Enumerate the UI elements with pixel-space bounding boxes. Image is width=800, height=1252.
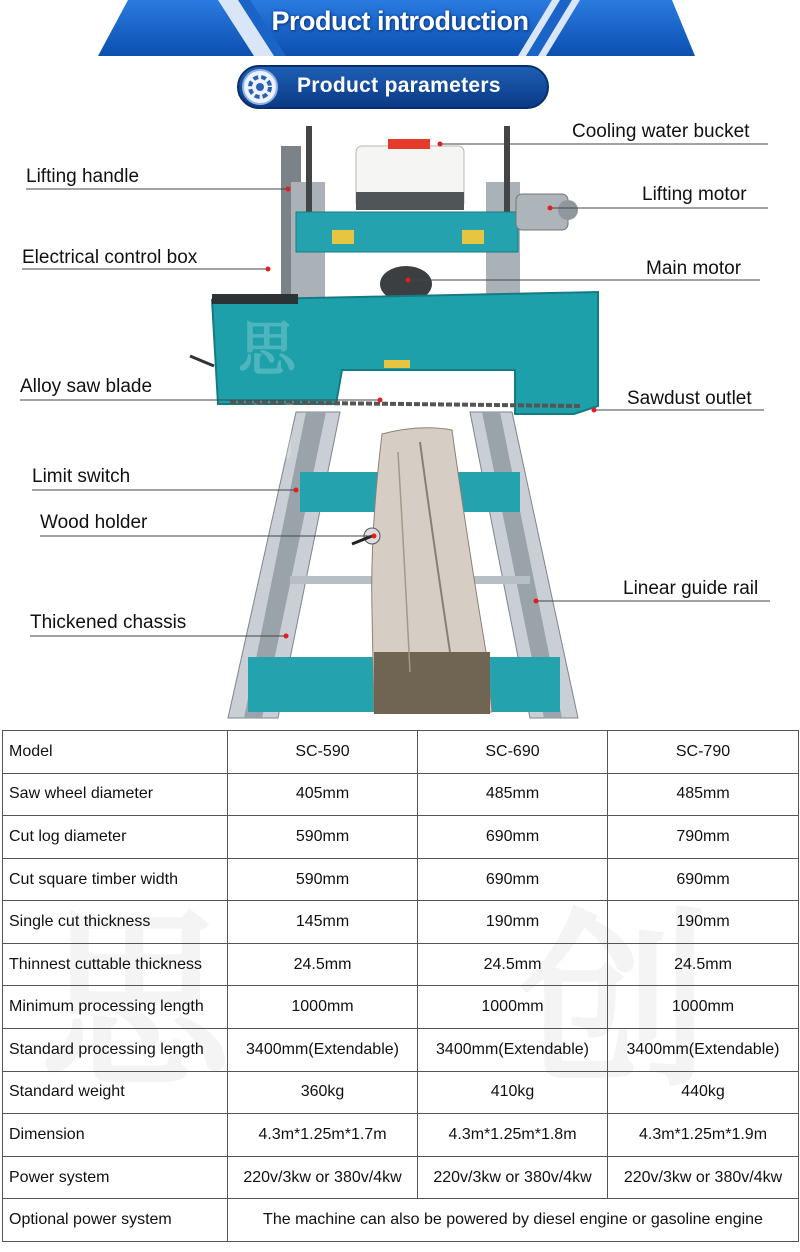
row-label: Optional power system (3, 1199, 228, 1242)
row-value: 790mm (608, 816, 799, 859)
table-row (3, 986, 799, 1029)
row-label: Minimum processing length (3, 986, 228, 1029)
callout-cooling-water-bucket: Cooling water bucket (572, 121, 750, 142)
callout-linear-guide-rail: Linear guide rail (623, 578, 759, 599)
table-row (3, 901, 799, 944)
table-row (3, 943, 799, 986)
row-value: 360kg (228, 1071, 418, 1114)
row-value: 190mm (418, 901, 608, 944)
section-pill (237, 65, 549, 109)
callout-electrical-control-box: Electrical control box (22, 247, 198, 268)
row-value: 485mm (608, 773, 799, 816)
row-value: 4.3m*1.25m*1.7m (228, 1114, 418, 1157)
row-label: Dimension (3, 1114, 228, 1157)
row-label: Cut log diameter (3, 816, 228, 859)
row-value-merged: The machine can also be powered by diesel engine or gasoline engine (228, 1199, 799, 1242)
log (372, 428, 492, 714)
callout-main-motor: Main motor (646, 258, 742, 279)
row-label: Standard processing length (3, 1029, 228, 1072)
header-cell: Model (3, 731, 228, 774)
callout-limit-switch: Limit switch (32, 466, 131, 487)
row-label: Standard weight (3, 1071, 228, 1114)
header-banner (0, 0, 800, 58)
machine-watermark: 思 创 (238, 315, 447, 467)
row-value: 690mm (608, 858, 799, 901)
header-cell: SC-790 (608, 731, 799, 774)
header-cell: SC-690 (418, 731, 608, 774)
callout-thickened-chassis: Thickened chassis (30, 612, 187, 633)
table-row (3, 1071, 799, 1114)
row-value: 24.5mm (418, 943, 608, 986)
section-title: Product parameters (297, 74, 501, 97)
row-value: 3400mm(Extendable) (608, 1029, 799, 1072)
row-value: 1000mm (228, 986, 418, 1029)
table-row-optional (3, 1199, 799, 1242)
row-value: 4.3m*1.25m*1.9m (608, 1114, 799, 1157)
row-value: 590mm (228, 858, 418, 901)
table-row (3, 1029, 799, 1072)
row-value: 690mm (418, 816, 608, 859)
row-value: 220v/3kw or 380v/4kw (418, 1156, 608, 1199)
row-value: 440kg (608, 1071, 799, 1114)
header-cell: SC-590 (228, 731, 418, 774)
row-value: 1000mm (418, 986, 608, 1029)
row-value: 4.3m*1.25m*1.8m (418, 1114, 608, 1157)
table-row (3, 773, 799, 816)
page-title: Product introduction (271, 6, 529, 36)
row-value: 24.5mm (608, 943, 799, 986)
callout-alloy-saw-blade: Alloy saw blade (20, 376, 153, 397)
table-row (3, 1156, 799, 1199)
row-value: 405mm (228, 773, 418, 816)
water-bucket (356, 139, 464, 210)
spec-table-body (3, 731, 799, 1242)
row-value: 590mm (228, 816, 418, 859)
row-value: 3400mm(Extendable) (418, 1029, 608, 1072)
callout-sawdust-outlet: Sawdust outlet (627, 388, 752, 409)
row-value: 690mm (418, 858, 608, 901)
row-value: 145mm (228, 901, 418, 944)
spec-table (2, 730, 799, 1242)
row-value: 410kg (418, 1071, 608, 1114)
callout-lifting-motor: Lifting motor (642, 184, 747, 205)
row-value: 190mm (608, 901, 799, 944)
gear-icon (242, 69, 278, 105)
row-label: Single cut thickness (3, 901, 228, 944)
row-label: Power system (3, 1156, 228, 1199)
row-value: 485mm (418, 773, 608, 816)
row-label: Thinnest cuttable thickness (3, 943, 228, 986)
row-label: Cut square timber width (3, 858, 228, 901)
saw-housing (190, 292, 598, 414)
table-header-row (3, 731, 799, 774)
row-value: 220v/3kw or 380v/4kw (228, 1156, 418, 1199)
row-label: Saw wheel diameter (3, 773, 228, 816)
lifting-motor-shape (516, 194, 578, 230)
callout-lifting-handle: Lifting handle (26, 166, 140, 187)
row-value: 3400mm(Extendable) (228, 1029, 418, 1072)
table-row (3, 858, 799, 901)
row-value: 1000mm (608, 986, 799, 1029)
upper-beam (296, 212, 518, 252)
machine-illustration (0, 112, 800, 720)
callout-wood-holder: Wood holder (40, 512, 148, 533)
row-value: 220v/3kw or 380v/4kw (608, 1156, 799, 1199)
table-row (3, 1114, 799, 1157)
table-row (3, 816, 799, 859)
row-value: 24.5mm (228, 943, 418, 986)
